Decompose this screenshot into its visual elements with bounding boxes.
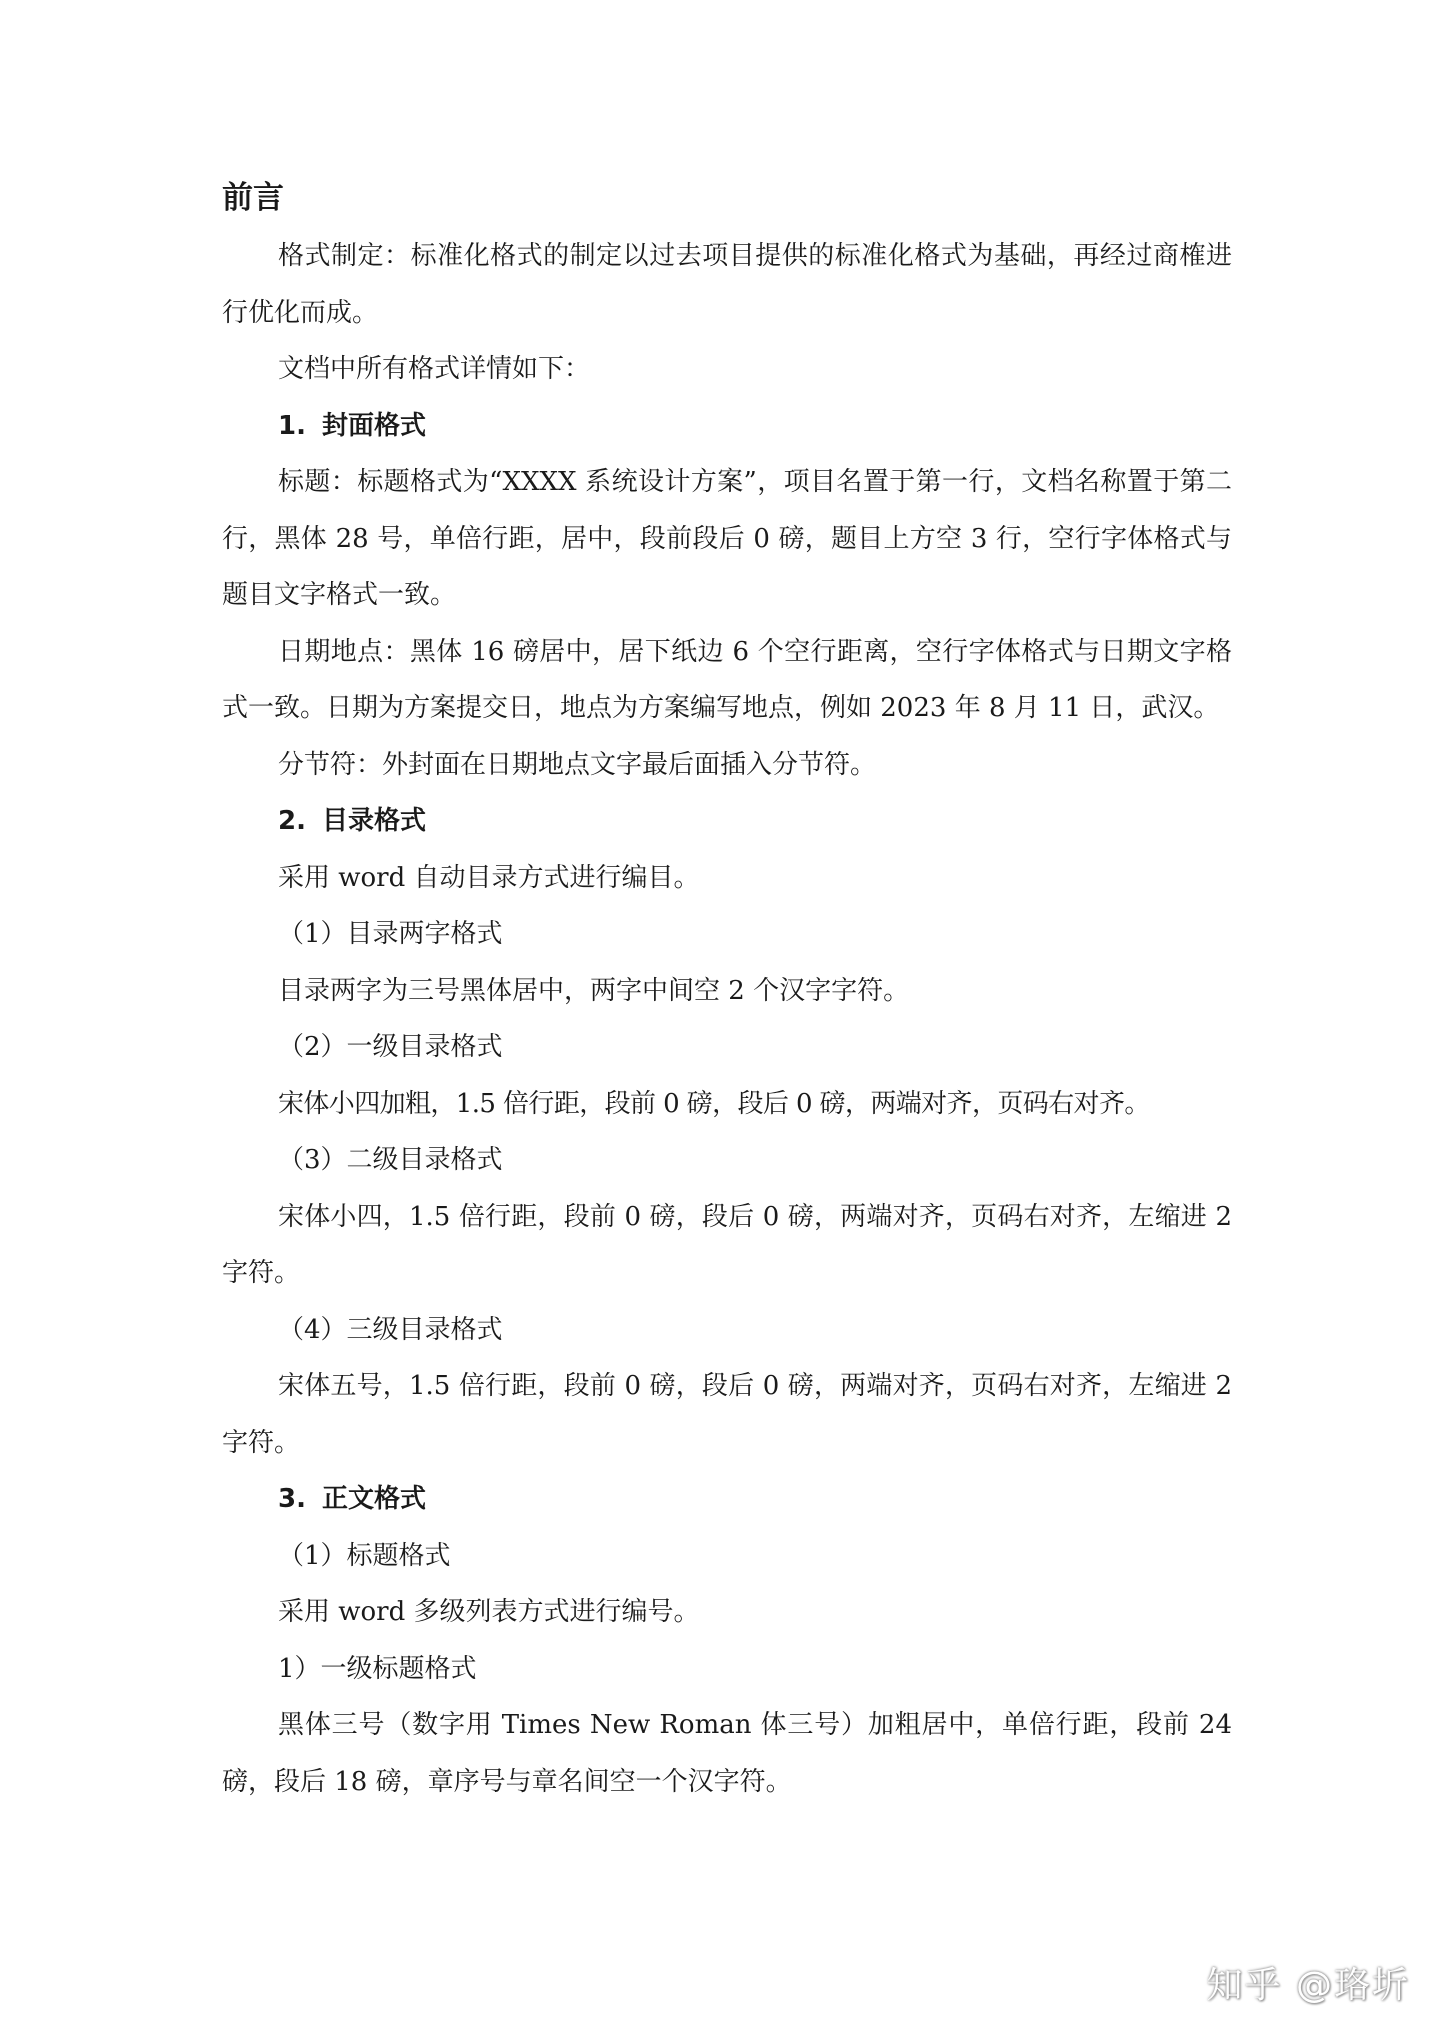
subsection-heading: （4）三级目录格式 — [278, 1314, 503, 1345]
paragraph: 宋体小四，1.5 倍行距，段前 0 磅，段后 0 磅，两端对齐，页码右对齐，左缩进 2 字符。 — [222, 1201, 1232, 1288]
subsection-heading: （1）目录两字格式 — [278, 919, 503, 949]
section-number: 3. — [278, 1484, 306, 1514]
section-number: 1. — [278, 410, 306, 441]
paragraph: 分节符：外封面在日期地点文字最后面插入分节符。 — [278, 749, 877, 780]
section-heading-toc — [222, 793, 1232, 850]
paragraph: 采用 word 自动目录方式进行编目。 — [278, 862, 700, 893]
section-title: 目录格式 — [322, 806, 427, 836]
paragraph: 采用 word 多级列表方式进行编号。 — [278, 1597, 700, 1627]
paragraph: 文档中所有格式详情如下： — [278, 354, 591, 384]
section-heading-body — [222, 1471, 1232, 1528]
page-title: 前言 — [222, 180, 284, 216]
subsection-heading: （1）标题格式 — [278, 1540, 451, 1571]
paragraph: 标题：标题格式为“XXXX 系统设计方案”，项目名置于第一行，文档名称置于第二行，黑体 28 号，单倍行距，居中，段前段后 0 磅，题目上方空 3 行，空行字体格式与题目文字格式一致。 — [222, 467, 1232, 610]
subsection-heading: 1）一级标题格式 — [278, 1653, 477, 1684]
section-heading-cover — [222, 398, 1232, 455]
section-title: 封面格式 — [322, 410, 427, 441]
paragraph: 格式制定：标准化格式的制定以过去项目提供的标准化格式为基础，再经过商榷进行优化而成。 — [222, 241, 1232, 328]
subsection-heading: （3）二级目录格式 — [278, 1145, 503, 1175]
document-body — [222, 170, 1232, 1810]
subsection-heading: （2）一级目录格式 — [278, 1032, 503, 1062]
paragraph: 黑体三号（数字用 Times New Roman 体三号）加粗居中，单倍行距，段前 24 磅，段后 18 磅，章序号与章名间空一个汉字符。 — [222, 1710, 1232, 1797]
section-number: 2. — [278, 806, 306, 836]
section-title: 正文格式 — [322, 1484, 427, 1514]
watermark: 知乎 @珞圻 — [1206, 1965, 1410, 2006]
paragraph: 宋体小四加粗，1.5 倍行距，段前 0 磅，段后 0 磅，两端对齐，页码右对齐。 — [278, 1088, 1150, 1119]
paragraph: 宋体五号，1.5 倍行距，段前 0 磅，段后 0 磅，两端对齐，页码右对齐，左缩进 2 字符。 — [222, 1371, 1232, 1458]
paragraph: 目录两字为三号黑体居中，两字中间空 2 个汉字字符。 — [278, 975, 910, 1006]
paragraph: 日期地点：黑体 16 磅居中，居下纸边 6 个空行距离，空行字体格式与日期文字格式一致。日期为方案提交日，地点为方案编写地点，例如 2023 年 8 月 11 日，武汉。 — [222, 636, 1232, 723]
